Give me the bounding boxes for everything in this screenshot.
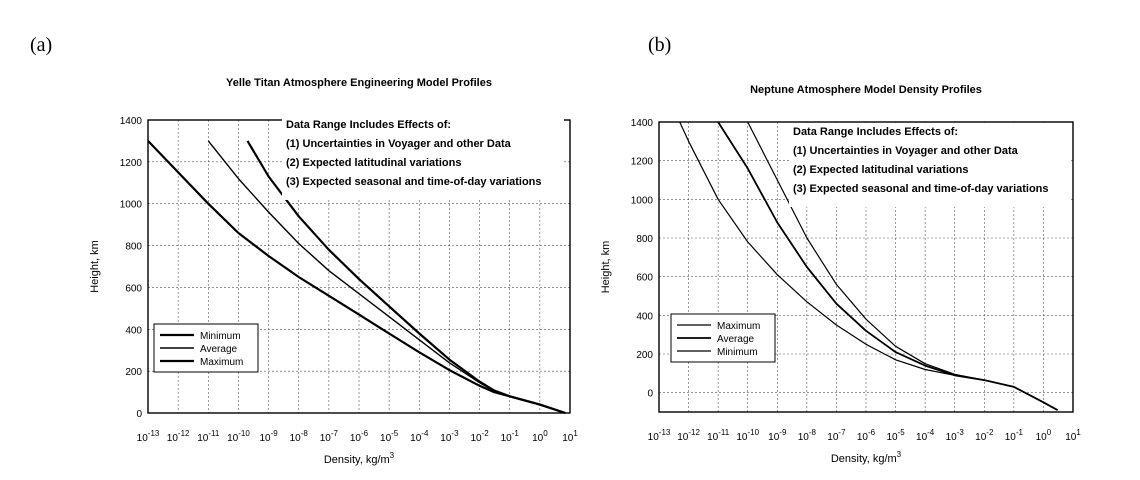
y-tick-label: 1200 xyxy=(630,156,653,168)
panel-label-a: (a) xyxy=(30,34,53,56)
x-tick-label: $10^{-13}$ xyxy=(136,429,160,444)
annotation-line: (2) Expected latitudinal variations xyxy=(286,157,462,169)
y-tick-label: 600 xyxy=(636,272,653,284)
x-tick-label: $10^{-6}$ xyxy=(856,428,876,443)
y-tick-label: 800 xyxy=(636,234,653,245)
x-axis-title: Density, $kg/m^3$ xyxy=(323,451,395,466)
x-tick-label: $10^{-10}$ xyxy=(736,428,760,443)
x-tick-label: $10^{-3}$ xyxy=(945,428,964,443)
y-tick-label: 200 xyxy=(636,350,653,361)
annotation-line: Data Range Includes Effects of: xyxy=(286,119,452,131)
x-tick-label: $10^{-11}$ xyxy=(707,428,730,443)
legend xyxy=(154,324,258,372)
x-tick-label: $10^{-8}$ xyxy=(289,429,308,444)
x-tick-label: $10^{-2}$ xyxy=(470,429,489,444)
x-tick-label: $10^{-5}$ xyxy=(380,429,399,444)
y-tick-label: 0 xyxy=(647,388,653,400)
x-tick-label: $10^{-6}$ xyxy=(349,429,369,444)
y-axis-title: Height, km xyxy=(89,240,101,293)
y-tick-label: 200 xyxy=(125,367,142,379)
x-tick-label: $10^{-1}$ xyxy=(500,429,519,444)
legend xyxy=(671,314,775,362)
y-tick-label: 600 xyxy=(125,283,142,295)
annotation-line: (1) Uncertainties in Voyager and other Data xyxy=(793,145,1018,157)
x-tick-label: $10^{-13}$ xyxy=(647,428,671,443)
annotation-box xyxy=(282,116,564,200)
x-tick-label: $10^{-9}$ xyxy=(259,429,278,444)
legend-label: Average xyxy=(200,344,238,355)
x-tick-label: $10^{-4}$ xyxy=(916,428,935,443)
x-tick-label: $10^{-7}$ xyxy=(827,428,846,443)
x-tick-label: $10^0$ xyxy=(532,429,548,444)
x-tick-label: $10^{-10}$ xyxy=(227,429,250,444)
annotation-line: Data Range Includes Effects of: xyxy=(793,126,959,138)
panel-label-b: (b) xyxy=(648,34,672,56)
y-tick-label: 400 xyxy=(636,311,653,323)
legend-label: Average xyxy=(717,334,755,345)
x-tick-label: $10^0$ xyxy=(1035,428,1052,443)
legend-label: Minimum xyxy=(200,331,241,342)
chart-title: Yelle Titan Atmosphere Engineering Model Profiles xyxy=(226,77,492,89)
y-tick-label: 1400 xyxy=(119,116,142,127)
x-tick-label: $10^{-4}$ xyxy=(410,429,429,444)
x-tick-label: $10^{-9}$ xyxy=(768,428,787,443)
y-tick-label: 1000 xyxy=(119,199,142,211)
y-tick-label: 1000 xyxy=(630,195,653,207)
y-tick-label: 1200 xyxy=(119,157,142,169)
legend-label: Maximum xyxy=(717,321,761,332)
y-tick-label: 400 xyxy=(125,325,142,337)
y-tick-label: 1400 xyxy=(630,118,653,129)
annotation-line: (3) Expected seasonal and time-of-day variations xyxy=(793,183,1049,195)
x-tick-label: $10^{-7}$ xyxy=(319,429,338,444)
annotation-line: (3) Expected seasonal and time-of-day variations xyxy=(286,176,542,188)
x-axis-title: Density, $kg/m^3$ xyxy=(830,450,902,465)
x-tick-label: $10^{-2}$ xyxy=(975,428,994,443)
chart-titan xyxy=(89,77,578,466)
chart-title: Neptune Atmosphere Model Density Profiles xyxy=(750,84,982,96)
annotation-box xyxy=(789,123,1071,207)
legend-label: Maximum xyxy=(200,357,244,368)
legend-label: Minimum xyxy=(717,347,758,358)
x-tick-label: $10^1$ xyxy=(562,429,578,444)
x-tick-label: $10^{-12}$ xyxy=(677,428,700,443)
annotation-line: (1) Uncertainties in Voyager and other Data xyxy=(286,138,511,150)
x-tick-label: $10^{-1}$ xyxy=(1004,428,1023,443)
x-tick-label: $10^{-8}$ xyxy=(797,428,816,443)
x-tick-label: $10^1$ xyxy=(1065,428,1081,443)
x-tick-label: $10^{-12}$ xyxy=(166,429,190,444)
chart-neptune xyxy=(600,84,1081,465)
x-tick-label: $10^{-11}$ xyxy=(197,429,220,444)
y-tick-label: 0 xyxy=(136,409,142,420)
x-tick-label: $10^{-5}$ xyxy=(886,428,905,443)
y-axis-title: Height, km xyxy=(600,240,612,294)
y-tick-label: 800 xyxy=(125,241,142,253)
x-tick-label: $10^{-3}$ xyxy=(440,429,459,444)
annotation-line: (2) Expected latitudinal variations xyxy=(793,164,969,176)
